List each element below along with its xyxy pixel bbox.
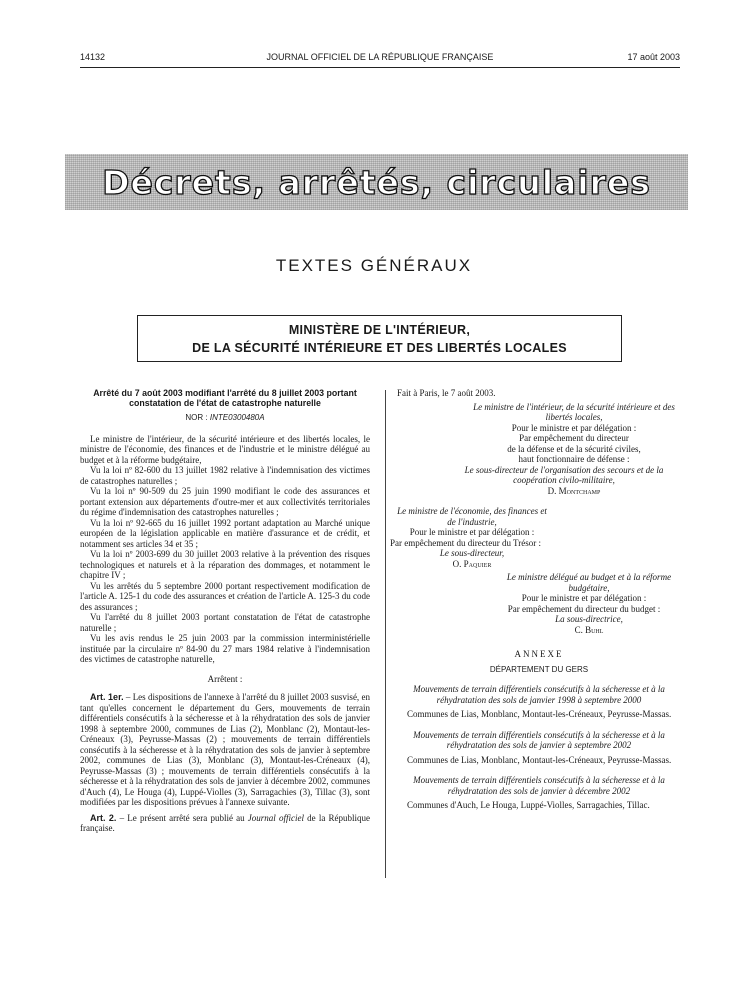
- ministry-line-1: MINISTÈRE DE L'INTÉRIEUR,: [288, 323, 471, 337]
- annex-movement: Mouvements de terrain différentiels consécutifs à la sécheresse et à la réhydratation des sols de janvier 1998 à septembre 2000: [413, 684, 665, 705]
- minister-3-signatory: C. Buhl: [574, 624, 604, 635]
- delegation-line: Pour le ministre et par délégation :: [409, 527, 535, 537]
- column-divider: [385, 390, 386, 878]
- page-number: 14132: [80, 52, 106, 62]
- delegation-line: haut fonctionnaire de défense :: [518, 454, 630, 464]
- visa-item: Vu la loi nº 90-509 du 25 juin 1990 modifiant le code des assurances et portant extension aux départements d'outre-mer et aux collectivités territoriales du régime d'indemnisation des catastrophes naturelles ;: [80, 486, 370, 517]
- minister-3-title: Le ministre délégué au budget et à la réforme budgétaire,: [506, 572, 672, 593]
- nor-value: INTE0300480A: [209, 413, 265, 422]
- fait-line: Fait à Paris, le 7 août 2003.: [397, 388, 496, 398]
- delegation-line: Par empêchement du directeur du budget :: [507, 603, 661, 614]
- header-rule: [80, 67, 680, 68]
- visa-item: Vu la loi nº 82-600 du 13 juillet 1982 relative à l'indemnisation des victimes de catastrophes naturelles ;: [80, 465, 370, 486]
- section-banner: [65, 154, 688, 210]
- minister-1-delegation: [397, 423, 681, 465]
- banner-title: Décrets, arrêtés, circulaires: [102, 162, 651, 202]
- article-2: [80, 813, 370, 834]
- annex-title: ANNEXE: [514, 649, 564, 659]
- article-1: [80, 692, 370, 808]
- visa-item: Vu la loi nº 92-665 du 16 juillet 1992 portant adaptation au Marché unique européen de la législation applicable en matière d'assurance et de crédit, et notamment ses articles 34 et 35 ;: [80, 517, 370, 549]
- visa-item: Vu les arrêtés du 5 septembre 2000 portant respectivement modification de l'article A. 125-1 du code des assurances et création de l'article A. 125-3 du code des assurances ;: [80, 580, 370, 612]
- journal-title: JOURNAL OFFICIEL DE LA RÉPUBLIQUE FRANÇAISE: [266, 52, 494, 62]
- minister-3-role: La sous-directrice,: [555, 614, 623, 624]
- minister-3-delegation: [397, 593, 681, 614]
- issue-date: 17 août 2003: [627, 52, 680, 62]
- minister-1-signatory: D. Montchamp: [547, 485, 601, 496]
- minister-1-title: Le ministre de l'intérieur, de la sécurité intérieure et des libertés locales,: [473, 401, 675, 422]
- section-title: TEXTES GÉNÉRAUX: [275, 256, 473, 275]
- ministry-line-2: DE LA SÉCURITÉ INTÉRIEURE ET DES LIBERTÉS LOCALES: [192, 341, 567, 355]
- decree-intro: Le ministre de l'intérieur, de la sécurité intérieure et des libertés locales, le ministre de l'économie, des finances et de l'industrie et le ministre délégué au budget et à la réforme budgétaire,: [80, 433, 370, 465]
- minister-1-role: Le sous-directeur de l'organisation des secours et de la coopération civilo-militaire,: [464, 464, 664, 485]
- annex-movement: Mouvements de terrain différentiels consécutifs à la sécheresse et à la réhydratation des sols de janvier à septembre 2002: [413, 729, 665, 750]
- annex-communes: Communes d'Auch, Le Houga, Luppé-Violles, Sarragachies, Tillac.: [407, 800, 650, 810]
- visa-item: Vu la loi nº 2003-699 du 30 juillet 2003 relative à la prévention des risques technologiques et naturels et à la réparation des dommages, et notamment le chapitre IV ;: [80, 549, 370, 580]
- article-2-label: Art. 2.: [90, 812, 117, 823]
- right-column: [390, 388, 681, 811]
- nor-reference: [80, 413, 370, 424]
- delegation-line: Par empêchement du directeur: [519, 433, 629, 443]
- delegation-line: Par empêchement du directeur du Trésor :: [390, 537, 541, 548]
- nor-label: NOR :: [185, 413, 208, 422]
- visa-item: Vu l'arrêté du 8 juillet 2003 portant constatation de l'état de catastrophe naturelle ;: [80, 612, 370, 633]
- page-header: [80, 52, 680, 66]
- delegation-line: Pour le ministre et par délégation :: [511, 422, 637, 433]
- left-column: [80, 388, 370, 834]
- annex-communes: Communes de Lias, Monblanc, Montaut-les-Créneaux, Peyrusse-Massas.: [407, 754, 672, 765]
- arretent-heading: Arrêtent :: [207, 673, 243, 684]
- article-2-text: – Le présent arrêté sera publié au: [116, 812, 248, 823]
- delegation-line: Pour le ministre et par délégation :: [521, 593, 647, 603]
- article-2-text-end: de la République française.: [80, 812, 370, 833]
- delegation-line: de la défense et de la sécurité civiles,: [507, 443, 641, 454]
- minister-2-role: Le sous-directeur,: [439, 548, 505, 558]
- minister-2-signatory: O. Paquier: [452, 558, 492, 569]
- annex-movement: Mouvements de terrain différentiels consécutifs à la sécheresse et à la réhydratation des sols de janvier à décembre 2002: [413, 775, 665, 796]
- visa-item: Vu les avis rendus le 25 juin 2003 par la commission interministérielle instituée par la circulaire nº 84-90 du 27 mars 1984 relative à l'indemnisation des victimes de catastrophe naturelle,: [80, 633, 370, 664]
- annex-communes: Communes de Lias, Monblanc, Montaut-les-Créneaux, Peyrusse-Massas.: [407, 709, 672, 719]
- journal-reference: Journal officiel: [247, 812, 304, 823]
- minister-2-title: Le ministre de l'économie, des finances et de l'industrie,: [397, 506, 547, 527]
- article-1-label: Art. 1er.: [90, 692, 124, 702]
- ministry-box: [137, 315, 622, 362]
- article-1-text: – Les dispositions de l'annexe à l'arrêté du 8 juillet 2003 susvisé, en tant qu'elles concernent le département du Gers, mouvements de terrain différentiels consécutifs à la sécheresse et à la réhydratation des sols de janvier 1998 à septembre 2000, communes de Lias (2), Monblanc (2), Montaut-les-Créneaux (3), Peyrusse-Massas (2) ; mouvements de terrain différentiels consécutifs à la sécheresse et à la réhydratation des sols de janvier à septembre 2002, communes de Lias (3), Monblanc (3), Montaut-les-Créneaux (4), Peyrusse-Massas (3) ; mouvements de terrain différentiels consécutifs à la sécheresse et à la réhydratation des sols de janvier à décembre 2002, communes d'Auch (4), Le Houga (4), Luppé-Violles (3), Sarragachies (3), Tillac (3), sont modifiées par les dispositions prévues à l'annexe suivante.: [80, 692, 370, 807]
- decree-title: Arrêté du 7 août 2003 modifiant l'arrêté du 8 juillet 2003 portant constatation de l'état de catastrophe naturelle: [93, 388, 357, 408]
- annex-department: DÉPARTEMENT DU GERS: [489, 664, 589, 674]
- minister-2-delegation: [390, 527, 547, 548]
